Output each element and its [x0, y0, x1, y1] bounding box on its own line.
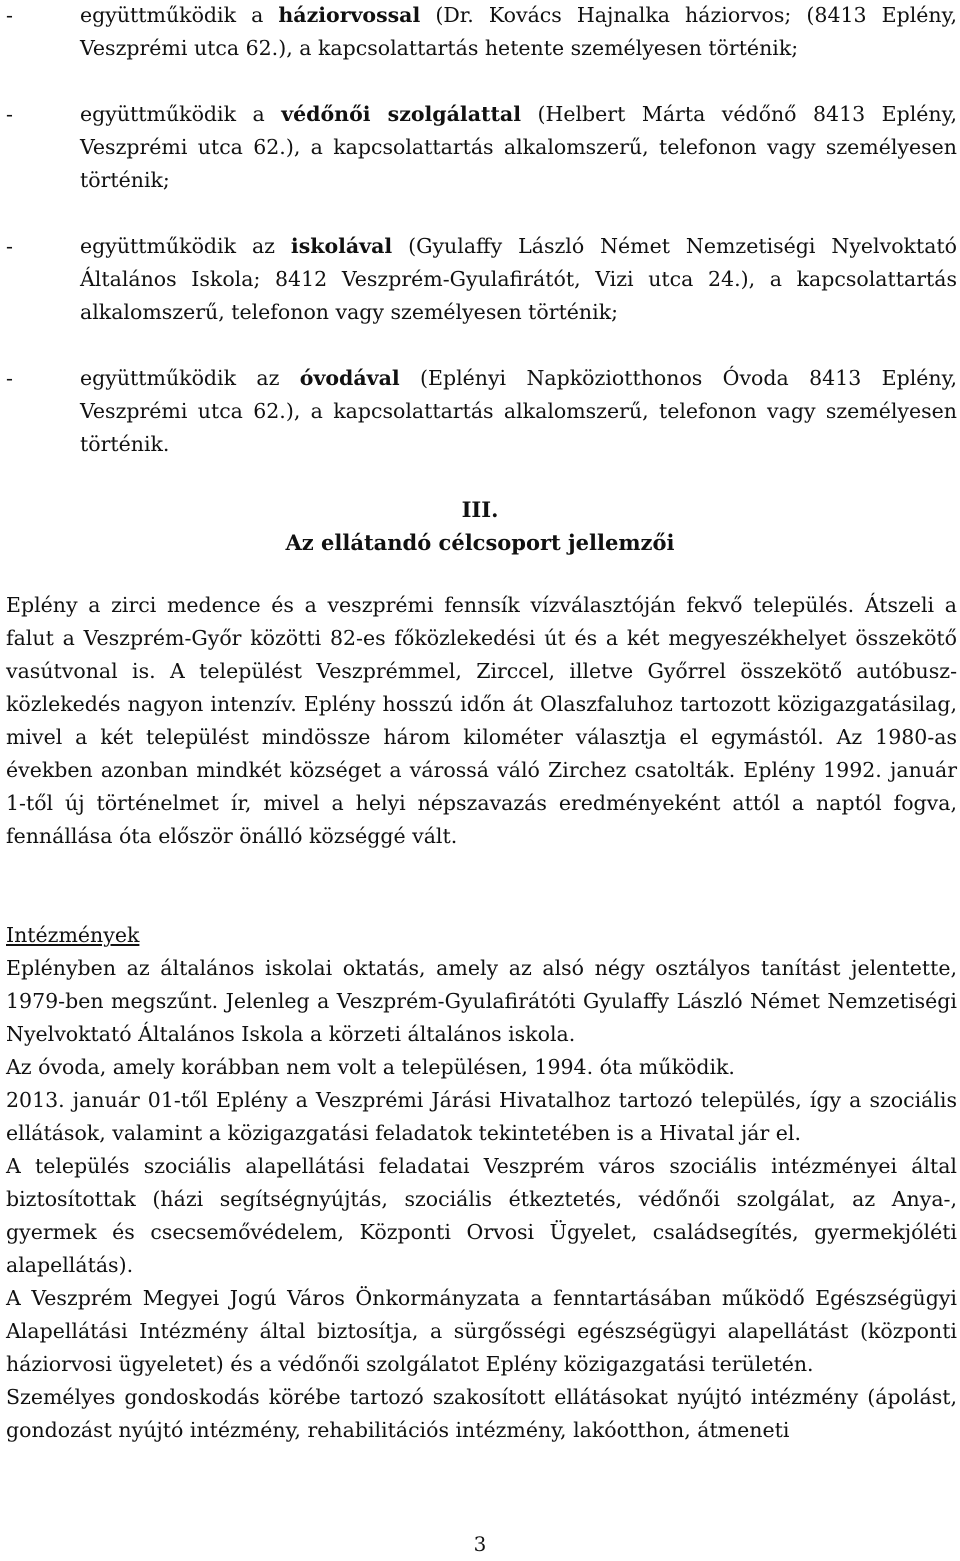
institutions-block	[6, 919, 957, 1447]
list-item-pre: együttműködik a	[80, 102, 282, 126]
list-dash: -	[6, 366, 13, 390]
list-item-bold: iskolával	[290, 234, 393, 258]
institutions-paragraph: Személyes gondoskodás körébe tartozó szakosított ellátásokat nyújtó intézmény (ápolást, gondozást nyújtó intézmény, rehabilitációs intézmény, lakóotthon, átmeneti	[6, 1385, 957, 1442]
list-item	[6, 362, 957, 461]
list-item-bold: óvodával	[299, 366, 400, 390]
institutions-paragraph: Eplényben az általános iskolai oktatás, amely az alsó négy osztályos tanítást jelentette, 1979-ben megszűnt. Jelenleg a Veszprém-Gyulafirátóti Gyulaffy László Német Nemzetiségi Nyelvoktató Általános Iskola a körzeti általános iskola.	[6, 956, 957, 1046]
list-item-pre: együttműködik az	[80, 234, 291, 258]
list-item-pre: együttműködik a	[80, 3, 279, 27]
list-item-bold: háziorvossal	[278, 3, 421, 27]
institutions-heading	[6, 919, 957, 952]
list-item-text	[80, 362, 957, 461]
cooperation-list	[6, 0, 957, 461]
list-dash: -	[6, 3, 13, 27]
intro-block	[6, 589, 957, 853]
list-item-post: (Dr. Kovács Hajnalka háziorvos; (8413 Eplény, Veszprémi utca 62.), a kapcsolattartás hetente személyesen történik;	[80, 3, 957, 60]
page-number: 3	[473, 1532, 487, 1556]
section-number: III.	[461, 497, 499, 522]
institutions-paragraph: A Veszprém Megyei Jogú Város Önkormányzata a fenntartásában működő Egészségügyi Alapellátási Intézmény által biztosítja, a sürgősségi egészségügyi alapellátást (központi háziorvosi ügyeletet) és a védőnői szolgálatot Eplény közigazgatási területén.	[6, 1286, 957, 1376]
institutions-paragraph: A település szociális alapellátási feladatai Veszprém város szociális intézményei által biztosítottak (házi segítségnyújtás, szociális étkeztetés, védőnői szolgálat, az Anya-, gyermek és csecsemővédelem, Központi Orvosi Ügyelet, családsegítés, gyermekjóléti alapellátás).	[6, 1154, 957, 1277]
section-title: Az ellátandó célcsoport jellemzői	[285, 530, 675, 555]
list-item-post: (Eplényi Napköziotthonos Óvoda 8413 Eplény, Veszprémi utca 62.), a kapcsolattartás alkalomszerű, telefonon vagy személyesen történik.	[80, 366, 957, 456]
list-item-text	[80, 98, 957, 197]
list-item-bold: védőnői szolgálattal	[281, 102, 521, 126]
list-item	[6, 230, 957, 329]
list-item	[6, 98, 957, 197]
list-item-post: (Helbert Márta védőnő 8413 Eplény, Veszprémi utca 62.), a kapcsolattartás alkalomszerű, telefonon vagy személyesen történik;	[80, 102, 957, 192]
intro-paragraph: Eplény a zirci medence és a veszprémi fennsík vízválasztóján fekvő település. Átszeli a falut a Veszprém-Győr közötti 82-es főközlekedési út és a két megyeszékhelyet összekötő vasútvonal is. A települést Veszprémmel, Zirccel, illetve Győrrel összekötő autóbusz-közlekedés nagyon intenzív. Eplény hosszú időn át Olaszfaluhoz tartozott közigazgatásilag, mivel a két települést mindössze három kilométer választja el egymástól. Az 1980-as években azonban mindkét községet a várossá váló Zirchez csatolták. Eplény 1992. január 1-től új történelmet ír, mivel a helyi népszavazás eredményeként attól a naptól fogva, fennállása óta először önálló községgé vált.	[6, 593, 957, 848]
list-dash: -	[6, 102, 13, 126]
list-item-post: (Gyulaffy László Német Nemzetiségi Nyelvoktató Általános Iskola; 8412 Veszprém-Gyulafirátót, Vizi utca 24.), a kapcsolattartás alkalomszerű, telefonon vagy személyesen történik;	[80, 234, 957, 324]
list-item-text	[80, 230, 957, 329]
list-dash: -	[6, 234, 13, 258]
institutions-paragraph: 2013. január 01-től Eplény a Veszprémi Járási Hivatalhoz tartozó település, így a szociális ellátások, valamint a közigazgatási feladatok tekintetében is a Hivatal jár el.	[6, 1088, 957, 1145]
list-item-text	[80, 0, 957, 65]
list-item	[6, 0, 957, 65]
institutions-paragraph: Az óvoda, amely korábban nem volt a településen, 1994. óta működik.	[6, 1055, 735, 1079]
institutions-heading-text: Intézmények	[6, 923, 140, 947]
list-item-pre: együttműködik az	[80, 366, 300, 390]
